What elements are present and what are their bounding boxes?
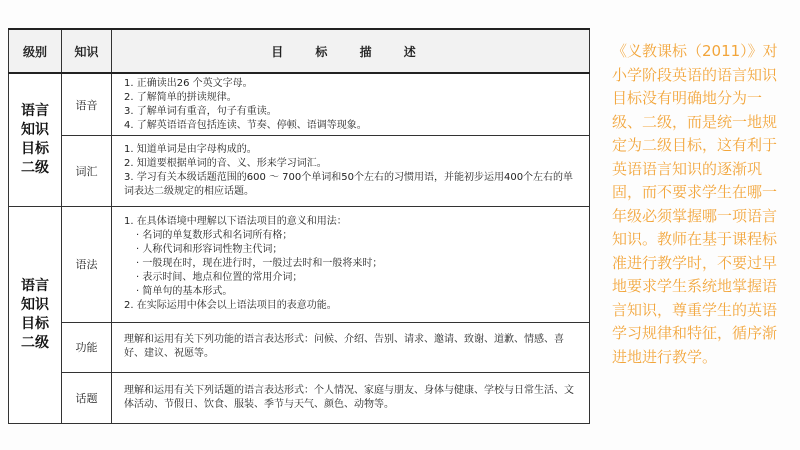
- knowledge-grammar: 语法: [62, 207, 112, 322]
- goal-subitem: · 简单句的基本形式。: [136, 286, 233, 298]
- goal-item: 2. 了解简单的拼读规律。: [124, 91, 237, 103]
- goal-item: 理解和运用有关下列功能的语言表达形式：问候、介绍、告别、请求、邀请、致谢、道歉、情感、喜好、建议、祝愿等。: [124, 334, 564, 360]
- knowledge-pronunciation: 语音: [62, 73, 112, 136]
- goal-pronunciation: [112, 73, 590, 136]
- goal-item: 2. 在实际运用中体会以上语法项目的表意功能。: [124, 300, 337, 312]
- language-knowledge-table: [8, 28, 590, 424]
- header-level: 级别: [9, 29, 62, 73]
- goal-subitem: · 表示时间、地点和位置的常用介词；: [136, 272, 303, 284]
- goal-vocabulary: [112, 136, 590, 207]
- goal-item: 3. 学习有关本级话题范围的600 ～ 700个单词和50个左右的习惯用语，并能初步运用400个左右的单词表达二级规定的相应话题。: [124, 172, 574, 198]
- goal-subitem: · 人称代词和形容词性物主代词；: [136, 244, 283, 256]
- knowledge-function: 功能: [62, 322, 112, 373]
- goal-item: 理解和运用有关下列话题的语言表达形式：个人情况、家庭与朋友、身体与健康、学校与日常生活、文体活动、节假日、饮食、服装、季节与天气、颜色、动物等。: [124, 385, 574, 411]
- goal-item: 2. 知道要根据单词的音、义、形来学习词汇。: [124, 158, 327, 170]
- table-row-topic: [9, 373, 590, 424]
- goal-item: 4. 了解英语语音包括连读、节奏、停顿、语调等现象。: [124, 119, 367, 131]
- header-knowledge: 知识: [62, 29, 112, 73]
- goal-topic: [112, 373, 590, 424]
- level-cell-group-1: 语言 知识 目标 二级: [9, 73, 62, 207]
- side-commentary-text: 《义教课标（2011）》对小学阶段英语的语言知识目标没有明确地分为一级、二级，而是统一地规定为二级目标，这有利于英语语言知识的逐渐巩固，而不要求学生在哪一年级必须掌握哪一项语言知识。教师在基于课程标准进行教学时，不要过早地要求学生系统地掌握语言知识，尊重学生的英语学习规律和特征，循序渐进地进行教学。: [612, 42, 778, 366]
- goal-item: 1. 正确读出26 个英文字母。: [124, 77, 253, 89]
- goal-item: 1. 在具体语境中理解以下语法项目的意义和用法：: [124, 216, 347, 228]
- level-cell-group-2: 语言 知识 目标 二级: [9, 207, 62, 424]
- table-header-row: [9, 29, 590, 73]
- knowledge-topic: 话题: [62, 373, 112, 424]
- knowledge-vocabulary: 词汇: [62, 136, 112, 207]
- goal-function: [112, 322, 590, 373]
- table-row-vocabulary: [9, 136, 590, 207]
- goal-item: 1. 知道单词是由字母构成的。: [124, 144, 257, 156]
- goal-subitem: · 一般现在时，现在进行时，一般过去时和一般将来时；: [136, 258, 383, 270]
- header-goal: 目 标 描 述: [112, 29, 590, 73]
- goal-subitem: · 名词的单复数形式和名词所有格；: [136, 230, 293, 242]
- table-row-function: [9, 322, 590, 373]
- goal-grammar: [112, 207, 590, 322]
- curriculum-table-container: [8, 28, 590, 424]
- table-row-pronunciation: [9, 73, 590, 136]
- goal-item: 3. 了解单词有重音，句子有重读。: [124, 105, 277, 117]
- table-row-grammar: [9, 207, 590, 322]
